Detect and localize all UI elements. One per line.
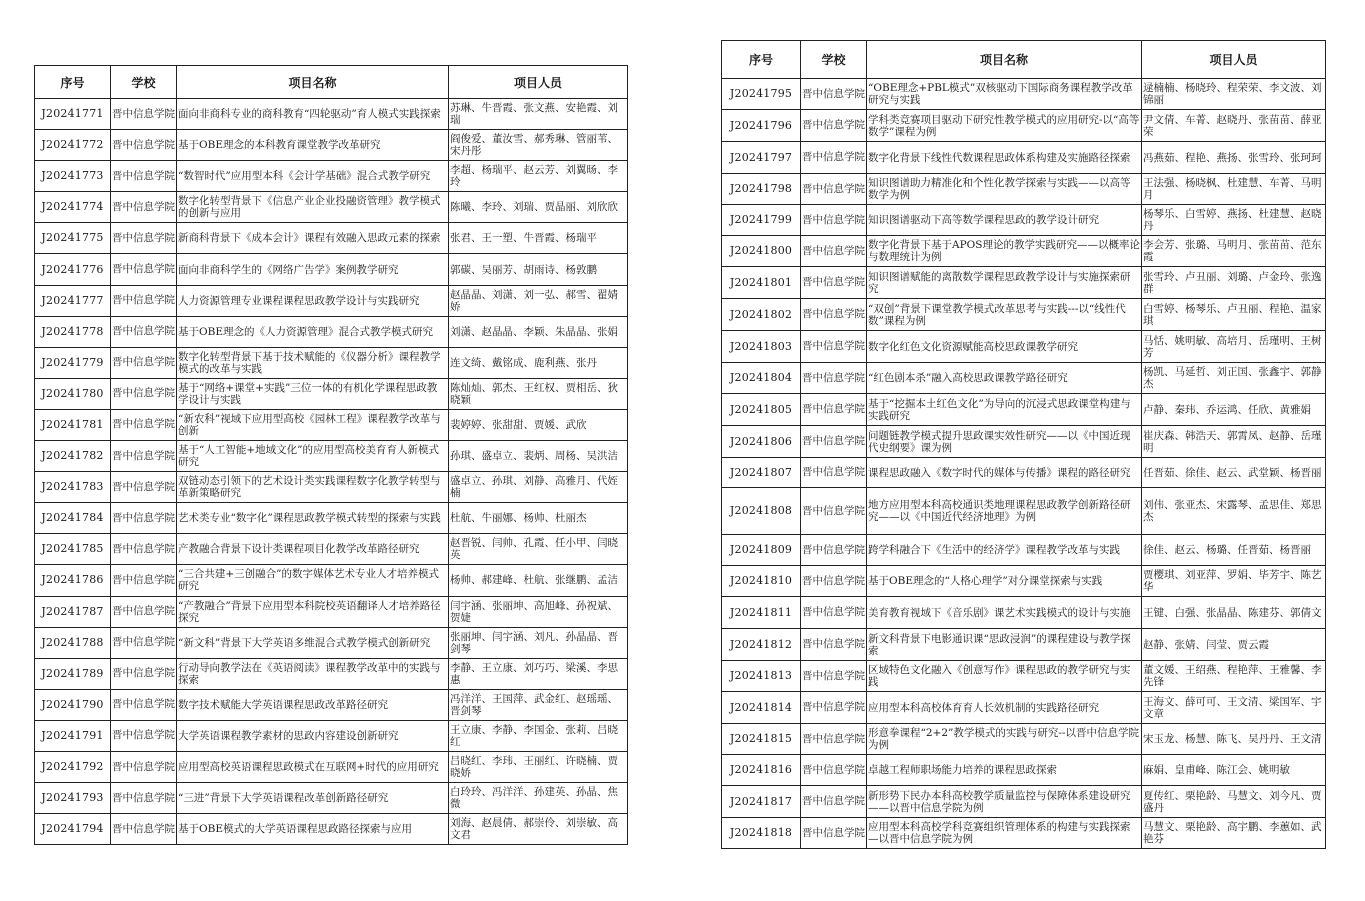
cell-school: 晋中信息学院: [801, 267, 867, 299]
cell-project-people: 任晋茹、徐佳、赵云、武堂颖、杨晋丽: [1142, 458, 1326, 488]
table-row: [722, 535, 1326, 566]
cell-school: 晋中信息学院: [801, 205, 867, 236]
cell-id: J20241810: [722, 566, 801, 597]
table-body-right: [722, 79, 1326, 849]
cell-id: J20241771: [35, 99, 111, 130]
table-row: [722, 174, 1326, 205]
cell-project-people: 盛卓立、孙琪、刘静、高雅月、代姪楠: [449, 472, 628, 503]
cell-id: J20241773: [35, 161, 111, 192]
cell-project-name: 数字技术赋能大学英语课程思政改革路径研究: [177, 689, 449, 720]
cell-school: 晋中信息学院: [111, 534, 177, 565]
cell-project-name: 形意拳课程“2+2”教学模式的实践与研究--以晋中信息学院为例: [867, 724, 1142, 755]
cell-project-name: “新农科”视域下应用型高校《园林工程》课程教学改革与创新: [177, 409, 449, 440]
project-table-right: [721, 40, 1326, 849]
cell-school: 晋中信息学院: [111, 409, 177, 440]
table-row: [35, 814, 628, 845]
cell-project-name: “新文科”背景下大学英语多维混合式教学模式创新研究: [177, 627, 449, 658]
cell-project-name: 课程思政融入《数字时代的媒体与传播》课程的路径研究: [867, 458, 1142, 488]
cell-project-people: 吕晓红、李玮、王丽红、许晓楠、贾晓娇: [449, 751, 628, 782]
cell-project-people: 李静、王立康、刘巧巧、梁溪、李思惠: [449, 658, 628, 689]
table-row: [35, 316, 628, 347]
table-row: [722, 363, 1326, 394]
table-row: [35, 783, 628, 814]
cell-project-name: 应用型本科高校体育育人长效机制的实践路径研究: [867, 692, 1142, 724]
cell-project-name: 新形势下民办本科高校教学质量监控与保障体系建设研究——以晋中信息学院为例: [867, 786, 1142, 818]
cell-project-people: 刘潇、赵晶晶、李颖、朱晶晶、张娟: [449, 316, 628, 347]
cell-project-name: 面向非商科学生的《网络广告学》案例教学研究: [177, 254, 449, 285]
cell-id: J20241793: [35, 783, 111, 814]
cell-project-name: 双链动态引领下的艺术设计类实践课程数字化教学转型与革新策略研究: [177, 472, 449, 503]
cell-project-people: 王立康、李静、李国金、张莉、吕晓红: [449, 720, 628, 751]
table-row: [35, 472, 628, 503]
table-row: [35, 689, 628, 720]
cell-project-name: 基于“网络+课堂+实践”三位一体的有机化学课程思政教学设计与实践: [177, 378, 449, 409]
cell-project-name: 跨学科融合下《生活中的经济学》课程教学改革与实践: [867, 535, 1142, 566]
table-row: [35, 751, 628, 782]
cell-project-people: 杨帅、郝建峰、杜航、张继鹏、孟洁: [449, 565, 628, 596]
cell-project-people: 杨琴乐、白雪婷、燕扬、杜建慧、赵晓丹: [1142, 205, 1326, 236]
table-row: [35, 596, 628, 627]
cell-id: J20241774: [35, 192, 111, 223]
cell-school: 晋中信息学院: [111, 441, 177, 472]
table-row: [722, 267, 1326, 299]
table-row: [722, 488, 1326, 535]
cell-project-name: 基于OBE理念的“人格心理学”对分课堂探索与实践: [867, 566, 1142, 597]
cell-project-name: 大学英语课程教学素材的思政内容建设创新研究: [177, 720, 449, 751]
cell-id: J20241803: [722, 331, 801, 363]
cell-school: 晋中信息学院: [111, 814, 177, 845]
cell-project-people: 逯楠楠、杨晓玲、程荣荣、李文波、刘锦丽: [1142, 79, 1326, 110]
cell-id: J20241811: [722, 597, 801, 629]
cell-project-people: 赵晋锐、闫帅、孔霞、任小甲、闫晓英: [449, 534, 628, 565]
table-row: [35, 565, 628, 596]
cell-id: J20241812: [722, 629, 801, 661]
table-row: [35, 192, 628, 223]
cell-school: 晋中信息学院: [801, 724, 867, 755]
cell-school: 晋中信息学院: [801, 629, 867, 661]
cell-school: 晋中信息学院: [111, 378, 177, 409]
table-row: [722, 724, 1326, 755]
cell-school: 晋中信息学院: [801, 597, 867, 629]
table-row: [722, 79, 1326, 110]
table-row: [35, 534, 628, 565]
cell-project-people: 阎俊爱、董汝雪、郝秀琳、管丽苇、宋丹彤: [449, 130, 628, 161]
table-row: [722, 426, 1326, 458]
cell-project-people: 贾樱琪、刘亚萍、罗娟、毕芳宇、陈艺华: [1142, 566, 1326, 597]
cell-id: J20241809: [722, 535, 801, 566]
cell-id: J20241797: [722, 142, 801, 174]
cell-school: 晋中信息学院: [801, 661, 867, 692]
cell-project-people: 李超、杨瑞平、赵云芳、刘翼旸、李玲: [449, 161, 628, 192]
table-row: [722, 818, 1326, 849]
table-body-left: [35, 99, 628, 845]
cell-project-people: 崔庆森、韩浩天、郭霄凤、赵静、岳瑾明: [1142, 426, 1326, 458]
cell-id: J20241782: [35, 441, 111, 472]
cell-id: J20241788: [35, 627, 111, 658]
cell-id: J20241800: [722, 236, 801, 267]
cell-project-name: 知识图谱赋能的离散数学课程思政教学设计与实施探索研究: [867, 267, 1142, 299]
cell-project-name: 卓越工程师职场能力培养的课程思政探索: [867, 755, 1142, 786]
cell-school: 晋中信息学院: [801, 535, 867, 566]
cell-project-people: 麻娟、皇甫峰、陈江会、姚明敏: [1142, 755, 1326, 786]
cell-project-name: 数字化背景下基于APOS理论的教学实践研究——以概率论与数理统计为例: [867, 236, 1142, 267]
cell-school: 晋中信息学院: [111, 783, 177, 814]
table-row: [35, 285, 628, 316]
cell-project-people: 陈曦、李玲、刘瑞、贾晶丽、刘欣欣: [449, 192, 628, 223]
cell-id: J20241777: [35, 285, 111, 316]
header-project-people: 项目人员: [1142, 41, 1326, 79]
cell-school: 晋中信息学院: [801, 394, 867, 426]
cell-school: 晋中信息学院: [801, 458, 867, 488]
cell-school: 晋中信息学院: [111, 316, 177, 347]
cell-school: 晋中信息学院: [111, 285, 177, 316]
cell-project-name: 基于OBE理念的本科教育课堂教学改革研究: [177, 130, 449, 161]
cell-id: J20241813: [722, 661, 801, 692]
cell-id: J20241816: [722, 755, 801, 786]
cell-school: 晋中信息学院: [111, 565, 177, 596]
table-row: [722, 692, 1326, 724]
cell-id: J20241799: [722, 205, 801, 236]
cell-id: J20241787: [35, 596, 111, 627]
cell-school: 晋中信息学院: [111, 99, 177, 130]
cell-school: 晋中信息学院: [111, 720, 177, 751]
cell-project-people: 冯洋洋、王国萍、武金红、赵瑶瑶、晋剑琴: [449, 689, 628, 720]
cell-id: J20241785: [35, 534, 111, 565]
cell-project-people: 张君、王一塑、牛晋霞、杨瑞平: [449, 223, 628, 254]
cell-id: J20241784: [35, 503, 111, 534]
table-row: [35, 409, 628, 440]
header-school: 学校: [801, 41, 867, 79]
cell-id: J20241780: [35, 378, 111, 409]
cell-project-name: 数字化红色文化资源赋能高校思政课教学研究: [867, 331, 1142, 363]
cell-project-people: 冯燕茹、程艳、燕扬、张雪玲、张珂珂: [1142, 142, 1326, 174]
table-row: [35, 627, 628, 658]
cell-project-name: “三合共建+三创融合”的数字媒体艺术专业人才培养模式研究: [177, 565, 449, 596]
cell-school: 晋中信息学院: [801, 299, 867, 331]
cell-project-people: 董文媛、王绍燕、程艳萍、王雅馨、李先锋: [1142, 661, 1326, 692]
cell-school: 晋中信息学院: [801, 755, 867, 786]
cell-id: J20241776: [35, 254, 111, 285]
cell-school: 晋中信息学院: [801, 174, 867, 205]
header-project-name: 项目名称: [177, 66, 449, 99]
cell-project-name: 问题链教学模式提升思政课实效性研究——以《中国近现代史纲要》课为例: [867, 426, 1142, 458]
cell-project-people: 夏传红、栗艳龄、马慧文、刘今凡、贾盛丹: [1142, 786, 1326, 818]
cell-project-people: 郭碳、吴丽芳、胡雨诗、杨敦鹏: [449, 254, 628, 285]
cell-id: J20241775: [35, 223, 111, 254]
table-row: [722, 142, 1326, 174]
cell-project-people: 闫宇涵、张丽坤、高旭峰、孙祝斌、贺婕: [449, 596, 628, 627]
cell-school: 晋中信息学院: [801, 786, 867, 818]
cell-project-name: 美育教育视域下《音乐剧》课艺术实践模式的设计与实施: [867, 597, 1142, 629]
table-header-row: [35, 66, 628, 99]
table-row: [35, 720, 628, 751]
cell-project-people: 杨凯、马延哲、刘正国、张鑫宇、郭静杰: [1142, 363, 1326, 394]
cell-project-name: 基于OBE理念的《人力资源管理》混合式教学模式研究: [177, 316, 449, 347]
cell-project-people: 孙琪、盛卓立、裴炳、周杨、吴洪洁: [449, 441, 628, 472]
cell-school: 晋中信息学院: [801, 566, 867, 597]
cell-project-people: 杜航、牛丽娜、杨帅、杜丽杰: [449, 503, 628, 534]
cell-id: J20241789: [35, 658, 111, 689]
table-row: [722, 597, 1326, 629]
cell-project-name: 基于“挖掘本土红色文化”为导向的沉浸式思政课堂构建与实践研究: [867, 394, 1142, 426]
cell-project-people: 卢静、秦玮、乔运鸿、任欣、黄雅娟: [1142, 394, 1326, 426]
cell-project-name: 知识图谱助力精准化和个性化教学探索与实践——以高等数学为例: [867, 174, 1142, 205]
cell-project-people: 白玲玲、冯洋洋、孙建英、孙晶、焦微: [449, 783, 628, 814]
cell-project-people: 苏琳、牛晋霞、张文燕、安艳霞、刘瑞: [449, 99, 628, 130]
cell-project-people: 刘伟、张亚杰、宋露琴、孟思佳、郑思杰: [1142, 488, 1326, 535]
cell-id: J20241804: [722, 363, 801, 394]
cell-project-name: 学科类竞赛项目驱动下研究性教学模式的应用研究-以“高等数学”课程为例: [867, 110, 1142, 142]
cell-id: J20241817: [722, 786, 801, 818]
table-row: [722, 629, 1326, 661]
header-id: 序号: [722, 41, 801, 79]
cell-school: 晋中信息学院: [111, 161, 177, 192]
cell-id: J20241798: [722, 174, 801, 205]
cell-project-people: 宋玉龙、杨慧、陈飞、吴丹丹、王文清: [1142, 724, 1326, 755]
cell-project-name: “红色剧本杀”融入高校思政课教学路径研究: [867, 363, 1142, 394]
cell-project-name: 产教融合背景下设计类课程项目化教学改革路径研究: [177, 534, 449, 565]
table-row: [35, 130, 628, 161]
cell-project-people: 徐佳、赵云、杨璐、任晋茹、杨晋丽: [1142, 535, 1326, 566]
header-project-name: 项目名称: [867, 41, 1142, 79]
cell-project-name: 应用型高校英语课程思政模式在互联网+时代的应用研究: [177, 751, 449, 782]
table-row: [722, 786, 1326, 818]
cell-project-name: 艺术类专业“数字化”课程思政教学模式转型的探索与实践: [177, 503, 449, 534]
cell-project-name: 地方应用型本科高校通识类地理课程思政教学创新路径研究——以《中国近代经济地理》为例: [867, 488, 1142, 535]
cell-project-name: 基于“人工智能+地域文化”的应用型高校美育育人新模式研究: [177, 441, 449, 472]
cell-project-people: 张雪玲、卢丑丽、刘璐、卢金玲、张逸群: [1142, 267, 1326, 299]
table-row: [35, 503, 628, 534]
cell-school: 晋中信息学院: [111, 689, 177, 720]
table-row: [722, 755, 1326, 786]
cell-school: 晋中信息学院: [111, 596, 177, 627]
cell-school: 晋中信息学院: [801, 363, 867, 394]
cell-school: 晋中信息学院: [111, 192, 177, 223]
cell-id: J20241778: [35, 316, 111, 347]
cell-school: 晋中信息学院: [801, 142, 867, 174]
table-row: [722, 110, 1326, 142]
table-row: [35, 378, 628, 409]
cell-school: 晋中信息学院: [801, 488, 867, 535]
project-table-left: [34, 65, 628, 845]
table-row: [722, 566, 1326, 597]
cell-school: 晋中信息学院: [801, 110, 867, 142]
cell-project-people: 裴婷婷、张甜甜、贾媛、武欣: [449, 409, 628, 440]
cell-project-people: 马慧文、栗艳龄、高宇鹏、李蕙如、武艳芬: [1142, 818, 1326, 849]
cell-project-people: 王海文、薛可可、王文清、梁国军、宇文章: [1142, 692, 1326, 724]
cell-school: 晋中信息学院: [111, 130, 177, 161]
table-row: [35, 99, 628, 130]
cell-id: J20241796: [722, 110, 801, 142]
cell-id: J20241806: [722, 426, 801, 458]
cell-id: J20241802: [722, 299, 801, 331]
cell-project-people: 白雪婷、杨琴乐、卢丑丽、程艳、温家琪: [1142, 299, 1326, 331]
cell-project-people: 连文绮、戴铭成、鹿利燕、张丹: [449, 347, 628, 378]
table-row: [722, 458, 1326, 488]
cell-id: J20241786: [35, 565, 111, 596]
table-row: [35, 161, 628, 192]
cell-project-name: 知识图谱驱动下高等数学课程思政的教学设计研究: [867, 205, 1142, 236]
table-row: [722, 299, 1326, 331]
table-row: [35, 441, 628, 472]
cell-id: J20241790: [35, 689, 111, 720]
cell-project-name: 新商科背景下《成本会计》课程有效融入思政元素的探索: [177, 223, 449, 254]
cell-project-people: 赵晶晶、刘潇、刘一弘、郝雪、翟婧娇: [449, 285, 628, 316]
cell-project-name: 行动导向教学法在《英语阅读》课程教学改革中的实践与探索: [177, 658, 449, 689]
cell-project-people: 尹文倩、车菁、赵晓丹、张苗苗、薛亚荣: [1142, 110, 1326, 142]
cell-school: 晋中信息学院: [801, 79, 867, 110]
cell-project-name: “产教融合”背景下应用型本科院校英语翻译人才培养路径探究: [177, 596, 449, 627]
cell-id: J20241792: [35, 751, 111, 782]
cell-id: J20241772: [35, 130, 111, 161]
cell-school: 晋中信息学院: [801, 818, 867, 849]
cell-project-name: “OBE理念+PBL模式”双核驱动下国际商务课程教学改革研究与实践: [867, 79, 1142, 110]
cell-project-name: 人力资源管理专业课程课程思政教学设计与实践研究: [177, 285, 449, 316]
cell-project-people: 王键、白强、张晶晶、陈建芬、郭倩文: [1142, 597, 1326, 629]
cell-project-people: 王法强、杨晓枫、杜建慧、车菁、马明月: [1142, 174, 1326, 205]
cell-school: 晋中信息学院: [111, 751, 177, 782]
cell-project-people: 刘海、赵晨倩、郝崇伶、刘崇敏、高文君: [449, 814, 628, 845]
cell-school: 晋中信息学院: [801, 426, 867, 458]
cell-id: J20241783: [35, 472, 111, 503]
cell-project-name: 数字化转型背景下《信息产业企业投融资管理》教学模式的创新与应用: [177, 192, 449, 223]
cell-id: J20241794: [35, 814, 111, 845]
table-row: [35, 254, 628, 285]
cell-project-name: “三进”背景下大学英语课程改革创新路径研究: [177, 783, 449, 814]
table-header-row: [722, 41, 1326, 79]
cell-project-name: 区域特色文化融入《创意写作》课程思政的教学研究与实践: [867, 661, 1142, 692]
cell-school: 晋中信息学院: [111, 223, 177, 254]
cell-id: J20241818: [722, 818, 801, 849]
table-row: [35, 223, 628, 254]
cell-id: J20241779: [35, 347, 111, 378]
cell-school: 晋中信息学院: [111, 472, 177, 503]
cell-id: J20241808: [722, 488, 801, 535]
header-project-people: 项目人员: [449, 66, 628, 99]
cell-school: 晋中信息学院: [111, 347, 177, 378]
cell-id: J20241795: [722, 79, 801, 110]
cell-project-name: 新文科背景下电影通识课“思政浸润”的课程建设与教学探索: [867, 629, 1142, 661]
cell-id: J20241815: [722, 724, 801, 755]
table-row: [35, 347, 628, 378]
cell-school: 晋中信息学院: [111, 254, 177, 285]
cell-project-name: 面向非商科专业的商科教育“四轮驱动”育人模式实践探索: [177, 99, 449, 130]
header-id: 序号: [35, 66, 111, 99]
cell-id: J20241807: [722, 458, 801, 488]
table-row: [35, 658, 628, 689]
cell-project-people: 赵静、张婧、闫莹、贾云霞: [1142, 629, 1326, 661]
cell-project-name: “双创”背景下课堂教学模式改革思考与实践---以“线性代数”课程为例: [867, 299, 1142, 331]
table-row: [722, 661, 1326, 692]
cell-id: J20241805: [722, 394, 801, 426]
cell-id: J20241791: [35, 720, 111, 751]
table-row: [722, 205, 1326, 236]
cell-project-people: 马恬、姚明敏、高培月、岳瑾明、王树芳: [1142, 331, 1326, 363]
cell-school: 晋中信息学院: [111, 658, 177, 689]
cell-school: 晋中信息学院: [801, 692, 867, 724]
cell-school: 晋中信息学院: [111, 503, 177, 534]
cell-id: J20241801: [722, 267, 801, 299]
header-school: 学校: [111, 66, 177, 99]
cell-project-name: 应用型本科高校学科竞赛组织管理体系的构建与实践探索—以晋中信息学院为例: [867, 818, 1142, 849]
cell-project-name: 数字化背景下线性代数课程思政体系构建及实施路径探索: [867, 142, 1142, 174]
cell-school: 晋中信息学院: [801, 331, 867, 363]
cell-id: J20241781: [35, 409, 111, 440]
cell-project-name: “数智时代”应用型本科《会计学基础》混合式教学研究: [177, 161, 449, 192]
cell-school: 晋中信息学院: [111, 627, 177, 658]
cell-project-people: 陈灿灿、郭杰、王红权、贾相岳、狄晓颖: [449, 378, 628, 409]
cell-school: 晋中信息学院: [801, 236, 867, 267]
cell-project-name: 数字化转型背景下基于技术赋能的《仪器分析》课程教学模式的改革与实践: [177, 347, 449, 378]
cell-project-people: 张丽坤、闫宇涵、刘凡、孙晶晶、晋剑琴: [449, 627, 628, 658]
table-row: [722, 331, 1326, 363]
cell-id: J20241814: [722, 692, 801, 724]
cell-project-name: 基于OBE模式的大学英语课程思政路径探索与应用: [177, 814, 449, 845]
cell-project-people: 李会芳、张璐、马明月、张苗苗、范东霞: [1142, 236, 1326, 267]
table-row: [722, 394, 1326, 426]
table-row: [722, 236, 1326, 267]
